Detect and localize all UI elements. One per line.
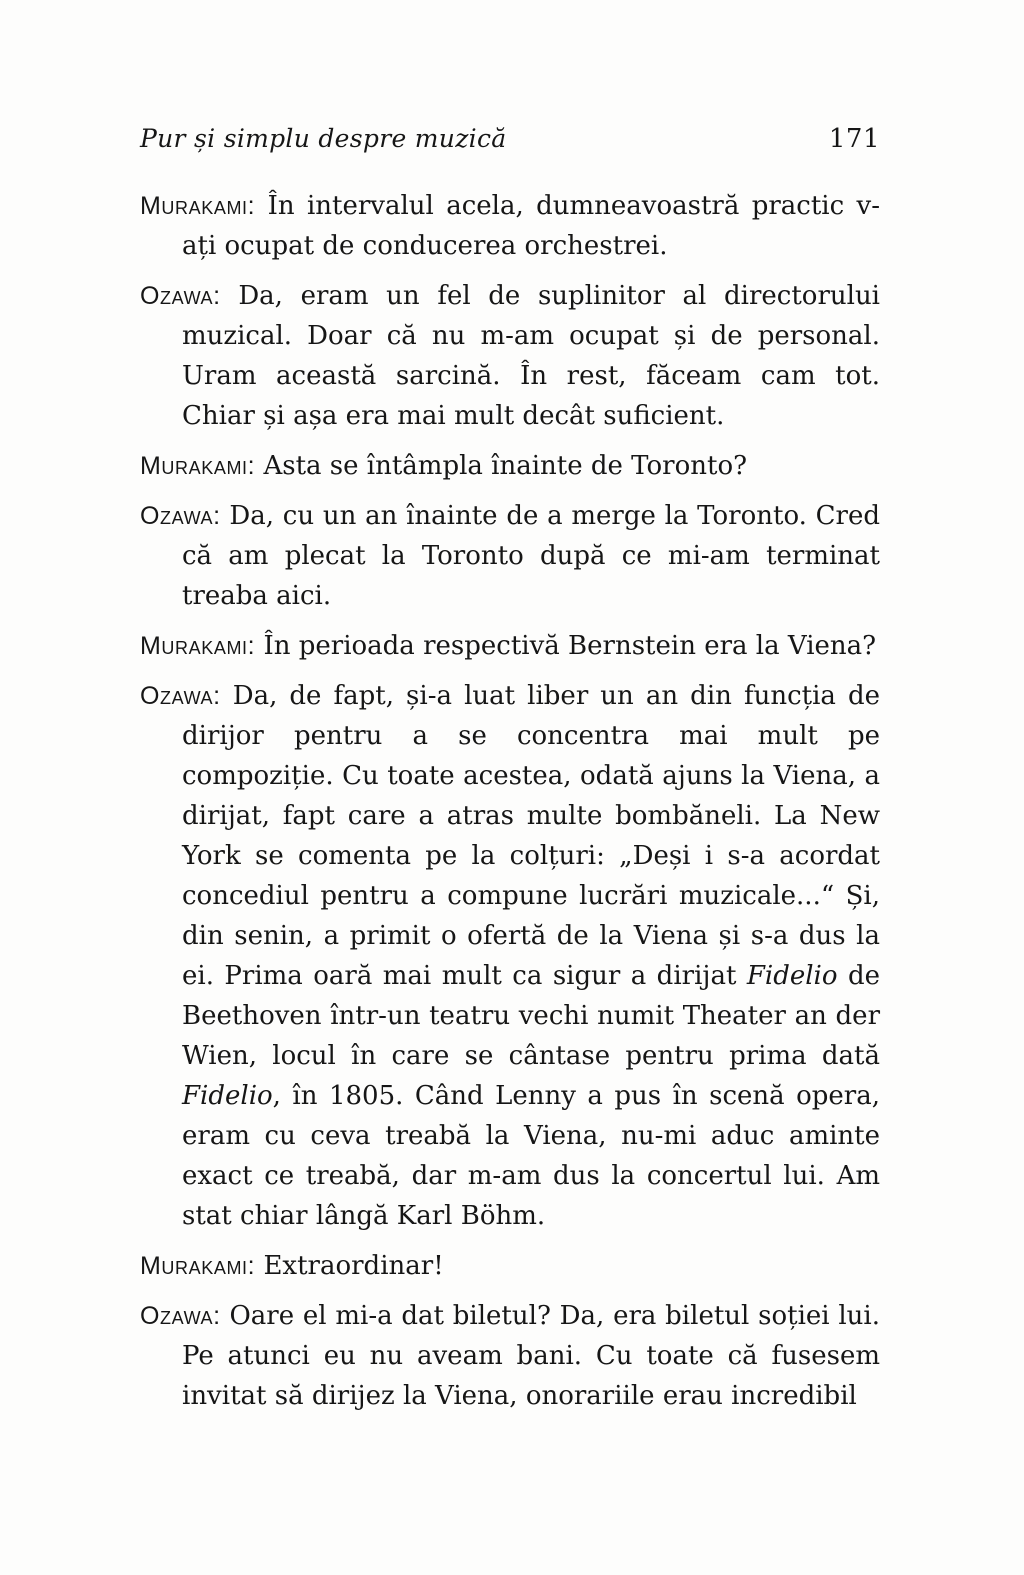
dialogue-run: În intervalul acela, dumneavoastră practic v-ați ocupat de conducerea orchestrei. bbox=[182, 191, 881, 261]
speaker-name: Ozawa: bbox=[140, 502, 221, 530]
speaker-name: Ozawa: bbox=[140, 282, 221, 310]
speaker-name: Ozawa: bbox=[140, 682, 221, 710]
speaker-name: Murakami: bbox=[140, 1252, 256, 1280]
dialogue-paragraph bbox=[140, 626, 880, 666]
work-title: Fidelio bbox=[746, 961, 838, 991]
work-title: Fidelio bbox=[182, 1081, 273, 1111]
running-head bbox=[140, 124, 880, 154]
page-number: 171 bbox=[828, 124, 880, 154]
dialogue-paragraph bbox=[140, 276, 880, 436]
speaker-name: Ozawa: bbox=[140, 1302, 221, 1330]
dialogue-paragraph bbox=[140, 1246, 880, 1286]
dialogue-run: Asta se întâmpla înainte de Toronto? bbox=[263, 451, 748, 481]
dialogue-run: de Beethoven într-un teatru vechi numit Theater an der Wien, locul în care se cântase pentru prima dată bbox=[182, 961, 881, 1071]
dialogue-text-block bbox=[140, 186, 880, 1426]
dialogue-paragraph bbox=[140, 186, 880, 266]
dialogue-run: În perioada respectivă Bernstein era la Viena? bbox=[263, 631, 877, 661]
running-title: Pur și simplu despre muzică bbox=[140, 124, 507, 153]
speaker-name: Murakami: bbox=[140, 192, 256, 220]
dialogue-paragraph bbox=[140, 1296, 880, 1416]
dialogue-run: Extraordinar! bbox=[263, 1251, 444, 1281]
dialogue-run: Da, cu un an înainte de a merge la Toronto. Cred că am plecat la Toronto după ce mi-am terminat treaba aici. bbox=[182, 501, 881, 611]
dialogue-run: Oare el mi-a dat biletul? Da, era biletul soției lui. Pe atunci eu nu aveam bani. Cu toate că fusesem invitat să dirijez la Viena, onorariile erau incredibil bbox=[182, 1301, 881, 1411]
speaker-name: Murakami: bbox=[140, 452, 256, 480]
dialogue-run: , în 1805. Când Lenny a pus în scenă opera, eram cu ceva treabă la Viena, nu-mi aduc aminte exact ce treabă, dar m-am dus la concertul lui. Am stat chiar lângă Karl Böhm. bbox=[182, 1081, 880, 1231]
dialogue-run: Da, de fapt, și-a luat liber un an din funcția de dirijor pentru a se concentra mai mult pe compoziție. Cu toate acestea, odată ajuns la Viena, a dirijat, fapt care a atras multe bombăneli. La New York se comenta pe la colțuri: „Deși i s-a acordat concediul pentru a compune lucrări muzicale...“ Și, din senin, a primit o ofertă de la Viena și s-a dus la ei. Prima oară mai mult ca sigur a dirijat bbox=[182, 681, 880, 991]
dialogue-run: Da, eram un fel de suplinitor al directorului muzical. Doar că nu m-am ocupat și de personal. Uram această sarcină. În rest, făceam cam tot. Chiar și așa era mai mult decât suficient. bbox=[182, 281, 881, 431]
dialogue-paragraph bbox=[140, 676, 880, 1236]
dialogue-paragraph bbox=[140, 496, 880, 616]
speaker-name: Murakami: bbox=[140, 632, 256, 660]
dialogue-paragraph bbox=[140, 446, 880, 486]
